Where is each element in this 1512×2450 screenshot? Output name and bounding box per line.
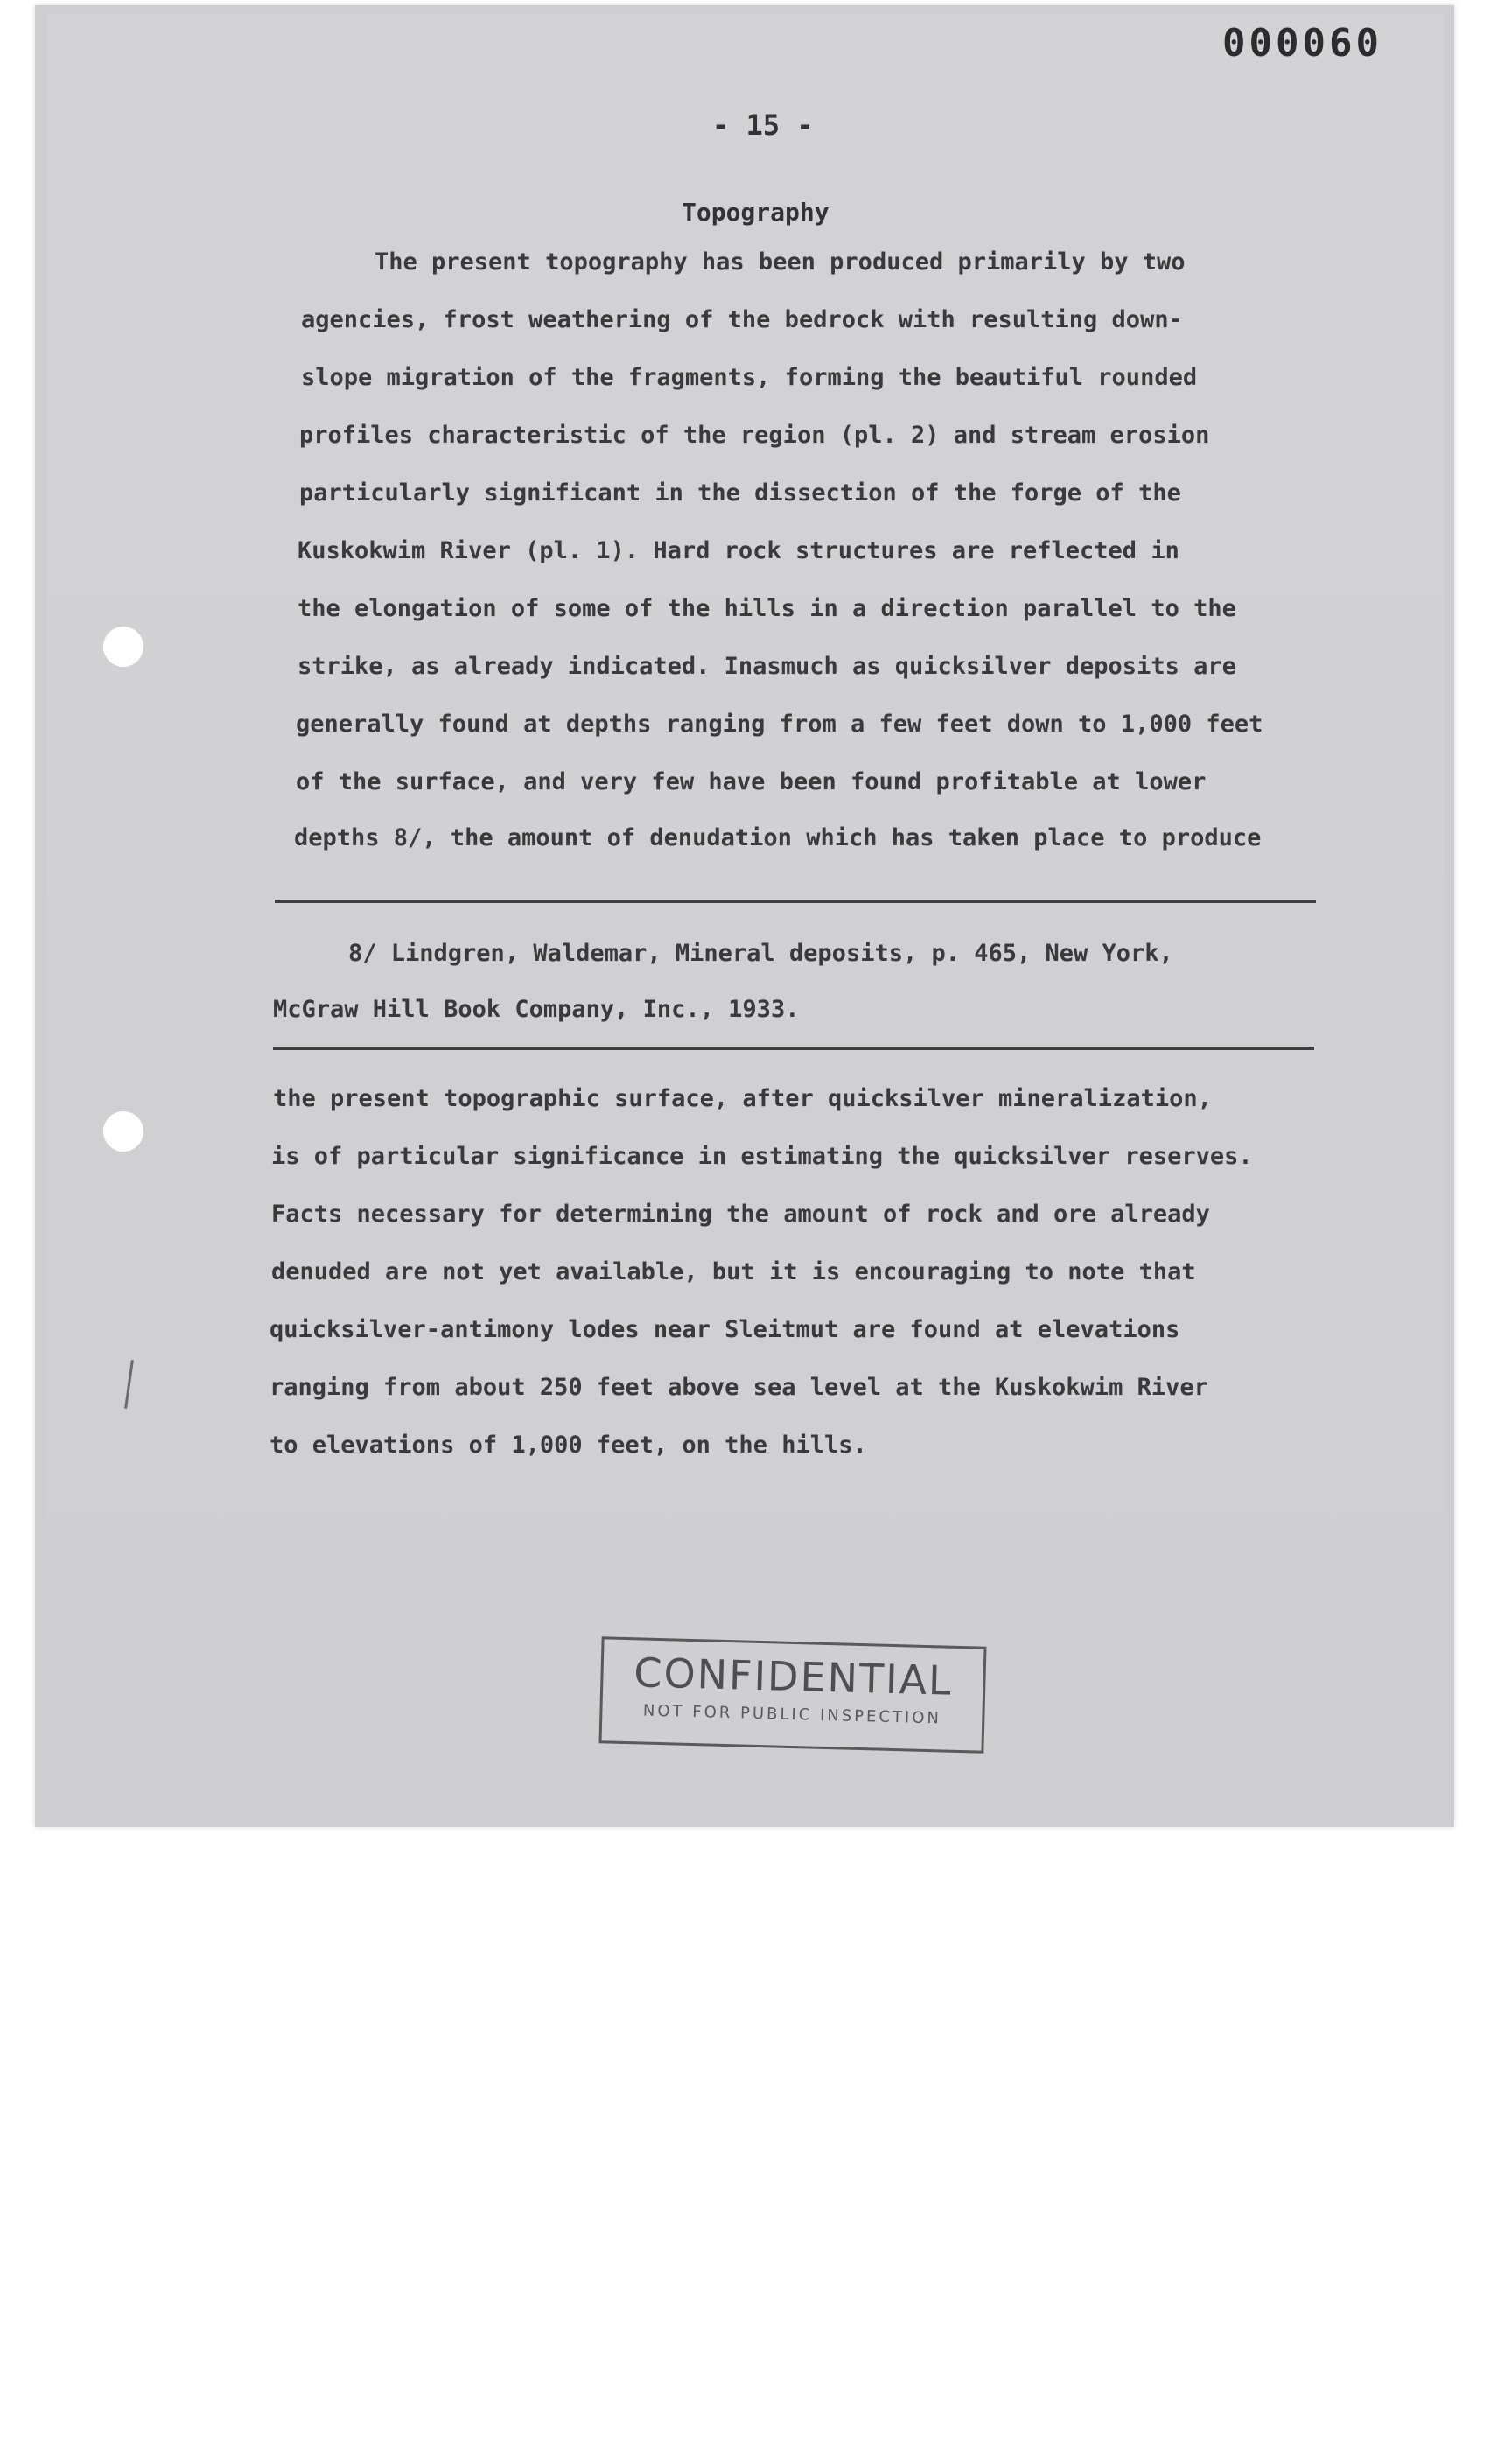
text-line: agencies, frost weathering of the bedrock with resulting down- xyxy=(301,306,1183,333)
stamp-title: CONFIDENTIAL xyxy=(633,1648,954,1704)
text-line: is of particular significance in estimating the quicksilver reserves. xyxy=(271,1143,1253,1170)
text-line: Facts necessary for determining the amount of rock and ore already xyxy=(271,1200,1210,1228)
text-line: generally found at depths ranging from a few feet down to 1,000 feet xyxy=(296,710,1264,738)
text-line: strike, as already indicated. Inasmuch as quicksilver deposits are xyxy=(298,653,1236,680)
paragraph-2 xyxy=(47,14,1444,1820)
text-line: Kuskokwim River (pl. 1). Hard rock structures are reflected in xyxy=(298,537,1180,564)
text-line: quicksilver-antimony lodes near Sleitmut are found at elevations xyxy=(270,1316,1180,1343)
footnote-line: 8/ Lindgren, Waldemar, Mineral deposits, p. 465, New York, xyxy=(348,940,1173,967)
sheet-surface xyxy=(47,14,1444,1820)
text-line: profiles characteristic of the region (pl. 2) and stream erosion xyxy=(299,422,1210,449)
footnote-line: McGraw Hill Book Company, Inc., 1933. xyxy=(273,996,800,1023)
section-heading: Topography xyxy=(682,198,830,227)
text-line: the present topographic surface, after quicksilver mineralization, xyxy=(273,1085,1212,1112)
stamp-subtitle: NOT FOR PUBLIC INSPECTION xyxy=(642,1701,942,1728)
text-line: of the surface, and very few have been found profitable at lower xyxy=(296,768,1207,795)
page-number: - 15 - xyxy=(712,108,814,142)
text-line: the elongation of some of the hills in a direction parallel to the xyxy=(298,595,1236,622)
document-sheet xyxy=(35,5,1454,1827)
text-line: ranging from about 250 feet above sea level at the Kuskokwim River xyxy=(270,1374,1208,1401)
text-line: particularly significant in the dissection of the forge of the xyxy=(299,480,1181,507)
document-number: 000060 xyxy=(1222,21,1382,66)
text-line: denuded are not yet available, but it is encouraging to note that xyxy=(271,1258,1196,1285)
confidential-stamp xyxy=(598,1636,986,1753)
text-line: The present topography has been produced primarily by two xyxy=(374,248,1186,276)
text-line: to elevations of 1,000 feet, on the hills. xyxy=(270,1432,867,1459)
text-line: slope migration of the fragments, forming the beautiful rounded xyxy=(301,364,1198,391)
text-line: depths 8/, the amount of denudation which has taken place to produce xyxy=(294,824,1262,851)
